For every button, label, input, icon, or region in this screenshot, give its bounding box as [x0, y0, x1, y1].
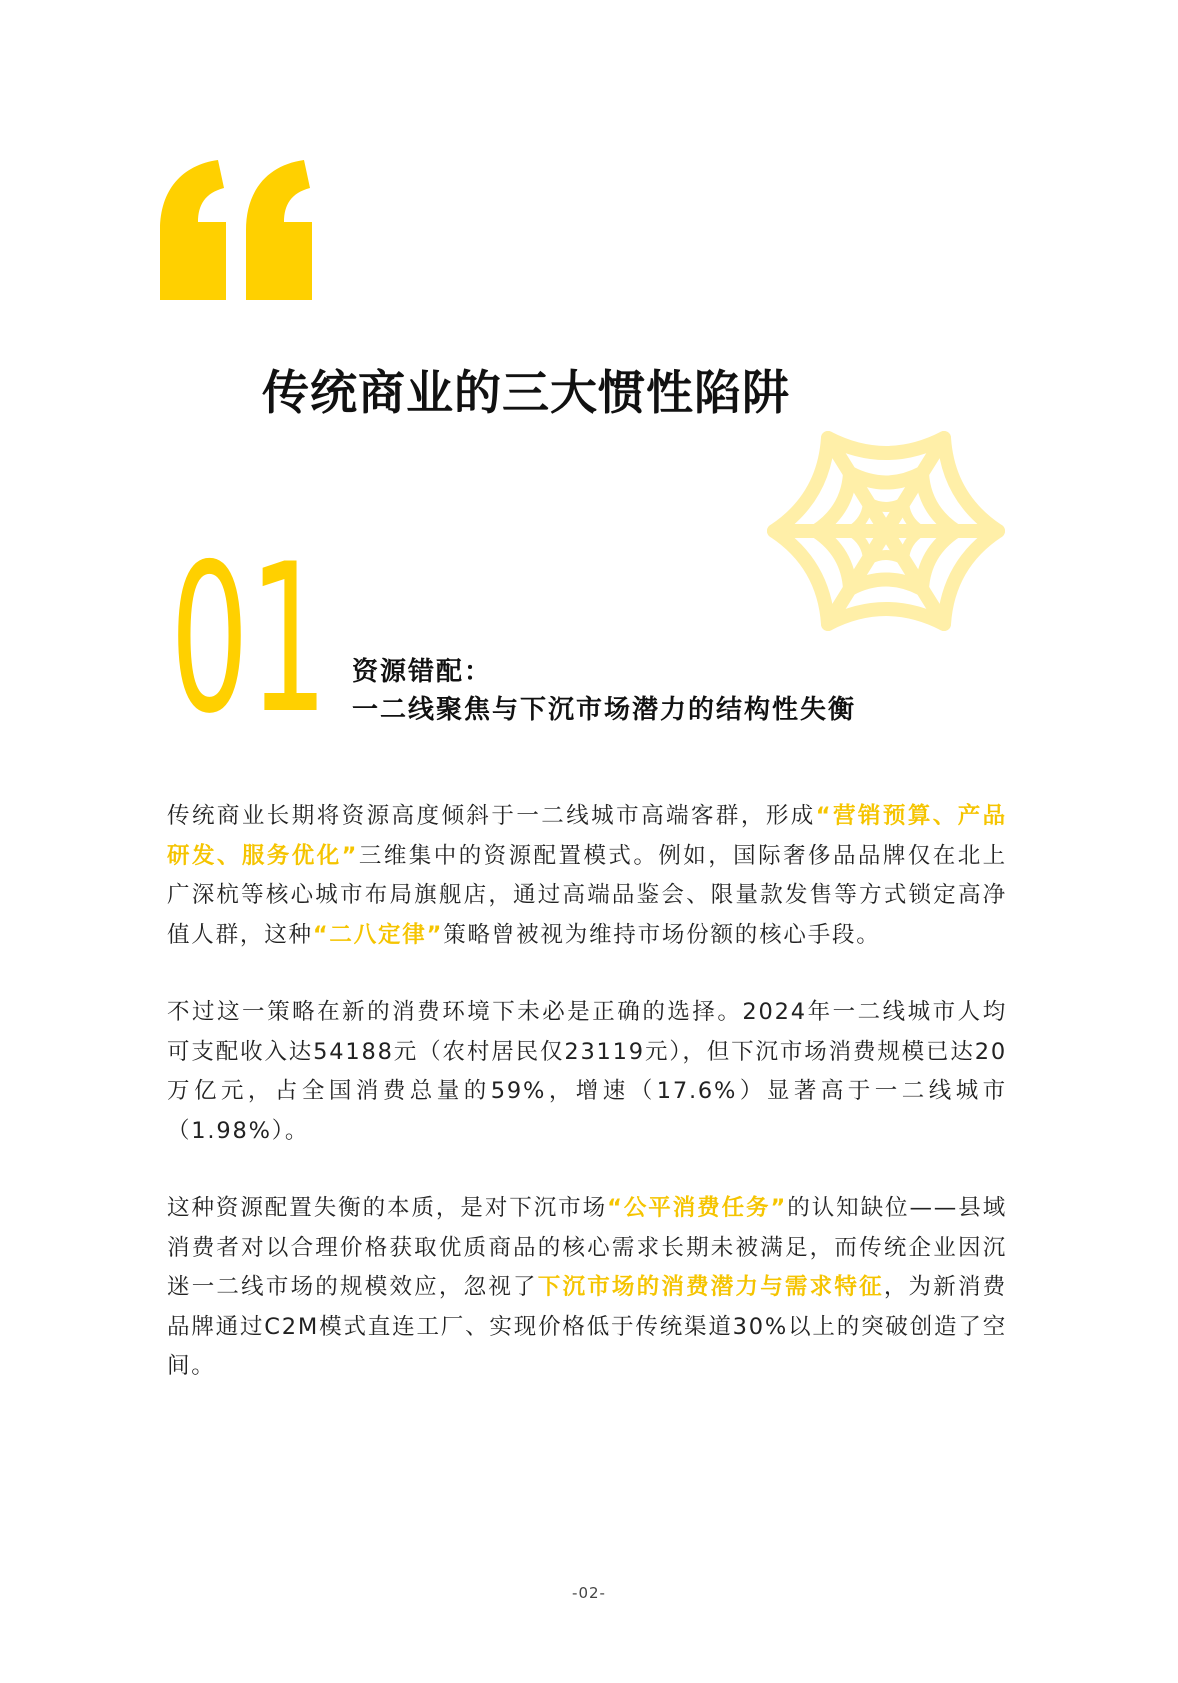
highlight: “公平消费任务”	[607, 1195, 788, 1221]
text-run: 的认知缺位——县域消费者对以合理价格获取优质商品的核心需求长期未被满足，而传统企业因沉迷一二线市场的规模效应，忽视了	[167, 1195, 1007, 1300]
paragraph-1	[167, 797, 1007, 955]
section-heading	[352, 653, 856, 729]
paragraph-3	[167, 1189, 1007, 1387]
section-heading-line1: 资源错配：	[352, 657, 493, 687]
page-number: -02-	[572, 1584, 606, 1602]
spider-web-icon	[766, 426, 1006, 636]
text-run: 这种资源配置失衡的本质，是对下沉市场	[167, 1195, 608, 1221]
quote-mark-icon	[160, 160, 320, 300]
text-run: 策略曾被视为维持市场份额的核心手段。	[443, 921, 881, 948]
paragraph-2: 不过这一策略在新的消费环境下未必是正确的选择。2024年一二线城市人均可支配收入达54188元（农村居民仅23119元），但下沉市场消费规模已达20万亿元，占全国消费总量的59%，增速（17.6%）显著高于一二线城市（1.98%）。	[167, 999, 1007, 1144]
page-title: 传统商业的三大惯性陷阱	[262, 366, 790, 421]
section-heading-line2: 一二线聚焦与下沉市场潜力的结构性失衡	[352, 695, 857, 725]
text-run: 传统商业长期将资源高度倾斜于一二线城市高端客群，形成	[167, 803, 816, 829]
text-run: ，为新消费品牌通过C2M模式直连工厂、实现价格低于传统渠道30%以上的突破创造了空间。	[167, 1274, 1007, 1379]
highlight: “营销预算、产品研发、服务优化”	[167, 803, 1007, 869]
highlight: 下沉市场的消费潜力与需求特征	[537, 1274, 884, 1300]
highlight: “二八定律”	[312, 921, 444, 948]
text-run: 三维集中的资源配置模式。例如，国际奢侈品品牌仅在北上广深杭等核心城市布局旗舰店，通过高端品鉴会、限量款发售等方式锁定高净值人群，这种	[167, 842, 1007, 948]
section-number-text: 01	[170, 548, 328, 723]
body-text	[167, 797, 1007, 1425]
section-number	[170, 548, 330, 723]
